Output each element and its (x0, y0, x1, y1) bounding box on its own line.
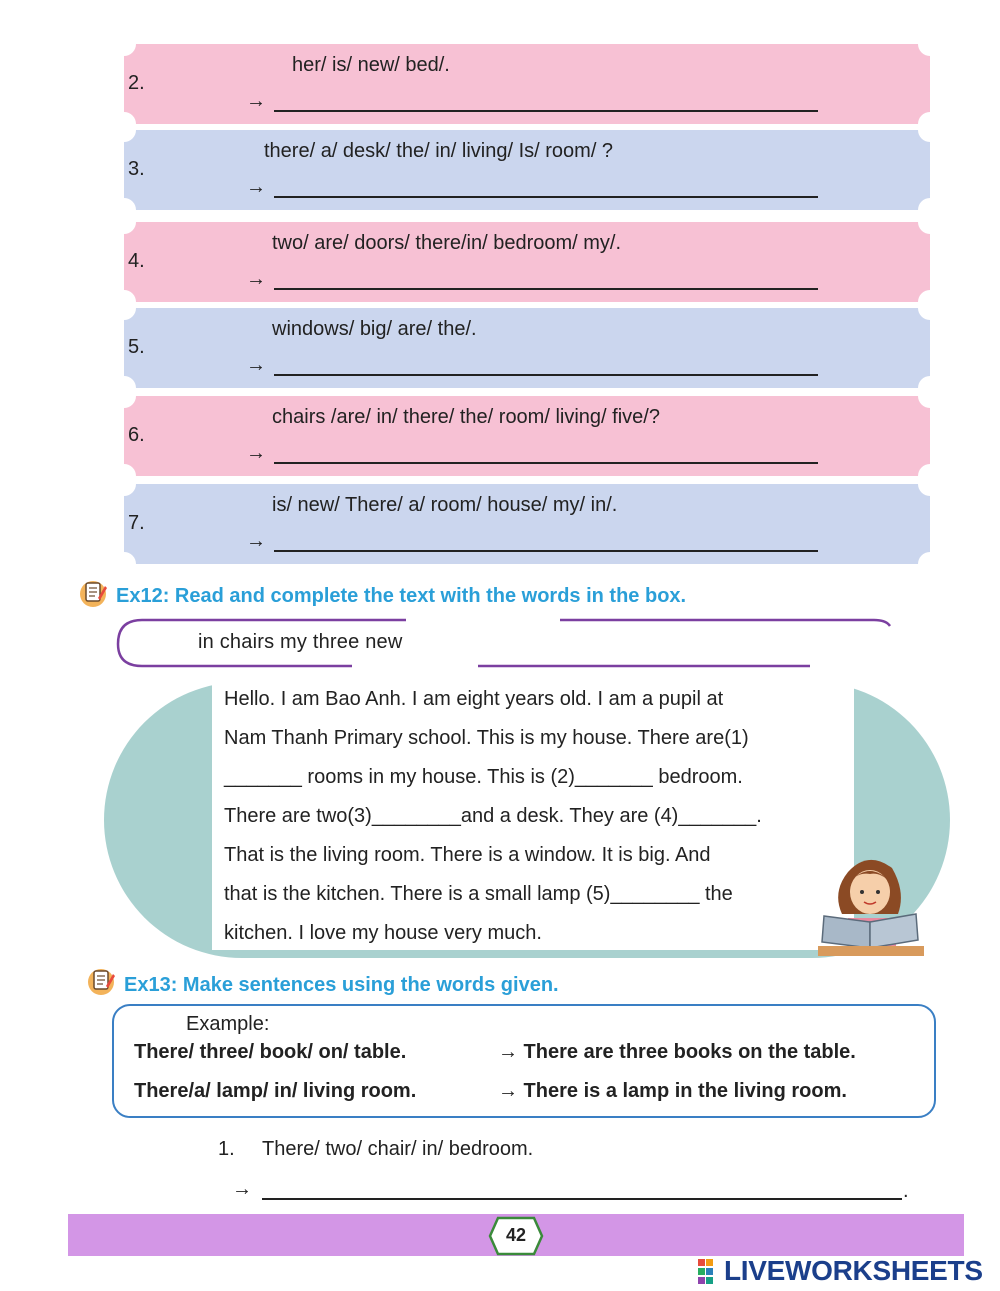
word-prompt: there/ a/ desk/ the/ in/ living/ Is/ room/ ? (264, 140, 614, 162)
page-number: 42 (505, 1225, 527, 1245)
word-prompt: her/ is/ new/ bed/. (292, 54, 450, 76)
sentence-row (124, 396, 930, 476)
word-prompt: windows/ big/ are/ the/. (272, 318, 477, 340)
reading-line: kitchen. I love my house very much. (224, 922, 542, 944)
ex13-heading: Ex13: Make sentences using the words given. (124, 974, 559, 996)
example-label: Example: (186, 1013, 270, 1035)
reading-line: Nam Thanh Primary school. This is my house. There are(1) (224, 727, 749, 749)
answer-line[interactable] (274, 288, 818, 290)
reading-line: Hello. I am Bao Anh. I am eight years old. I am a pupil at (224, 688, 724, 710)
ticket-background (124, 308, 930, 388)
example-prompt: There/a/ lamp/ in/ living room. (134, 1080, 417, 1102)
ticket-background (124, 44, 930, 124)
arrow-icon: → (232, 1178, 252, 1200)
liveworksheets-logo-icon (698, 1259, 722, 1285)
answer-line[interactable] (274, 550, 818, 552)
sentence-row (124, 130, 930, 210)
sentence-row (124, 484, 930, 564)
reading-line: _______ rooms in my house. This is (2)_______ bedroom. (224, 766, 743, 788)
example-answer: → There is a lamp in the living room. (498, 1080, 847, 1102)
girl-reading-illustration (818, 852, 924, 956)
word-prompt: chairs /are/ in/ there/ the/ room/ living/ five/? (272, 406, 660, 428)
answer-line[interactable] (274, 462, 818, 464)
item-number: 4. (128, 250, 145, 272)
item-number: 1. (218, 1138, 235, 1160)
sentence-row (124, 44, 930, 124)
answer-line[interactable] (262, 1198, 902, 1200)
word-box: in chairs my three new (198, 631, 403, 653)
item-number: 3. (128, 158, 145, 180)
arrow-icon: → (246, 176, 266, 198)
reading-line: That is the living room. There is a window. It is big. And (224, 844, 711, 866)
item-number: 7. (128, 512, 145, 534)
arrow-icon: → (246, 442, 266, 464)
arrow-icon: → (246, 530, 266, 552)
sentence-row (124, 308, 930, 388)
word-prompt: is/ new/ There/ a/ room/ house/ my/ in/. (272, 494, 618, 516)
notebook-pencil-icon (78, 578, 108, 608)
reading-line: There are two(3)________and a desk. They are (4)_______. (224, 805, 762, 827)
answer-line[interactable] (274, 110, 818, 112)
sentence-row (124, 222, 930, 302)
arrow-icon: → (246, 90, 266, 112)
item-words: There/ two/ chair/ in/ bedroom. (262, 1138, 534, 1160)
reading-line: that is the kitchen. There is a small lamp (5)________ the (224, 883, 733, 905)
item-number: 6. (128, 424, 145, 446)
answer-line[interactable] (274, 374, 818, 376)
item-number: 5. (128, 336, 145, 358)
arrow-icon: → (246, 268, 266, 290)
example-answer: → There are three books on the table. (498, 1041, 856, 1063)
example-prompt: There/ three/ book/ on/ table. (134, 1041, 407, 1063)
brand-logo-text[interactable]: LIVEWORKSHEETS (724, 1255, 983, 1286)
word-prompt: two/ are/ doors/ there/in/ bedroom/ my/. (272, 232, 622, 254)
item-number: 2. (128, 72, 145, 94)
notebook-pencil-icon (86, 966, 116, 996)
ex12-heading: Ex12: Read and complete the text with the words in the box. (116, 585, 687, 607)
arrow-icon: → (246, 354, 266, 376)
sentence-end: . (903, 1180, 909, 1202)
reading-text-panel (212, 682, 854, 950)
answer-line[interactable] (274, 196, 818, 198)
